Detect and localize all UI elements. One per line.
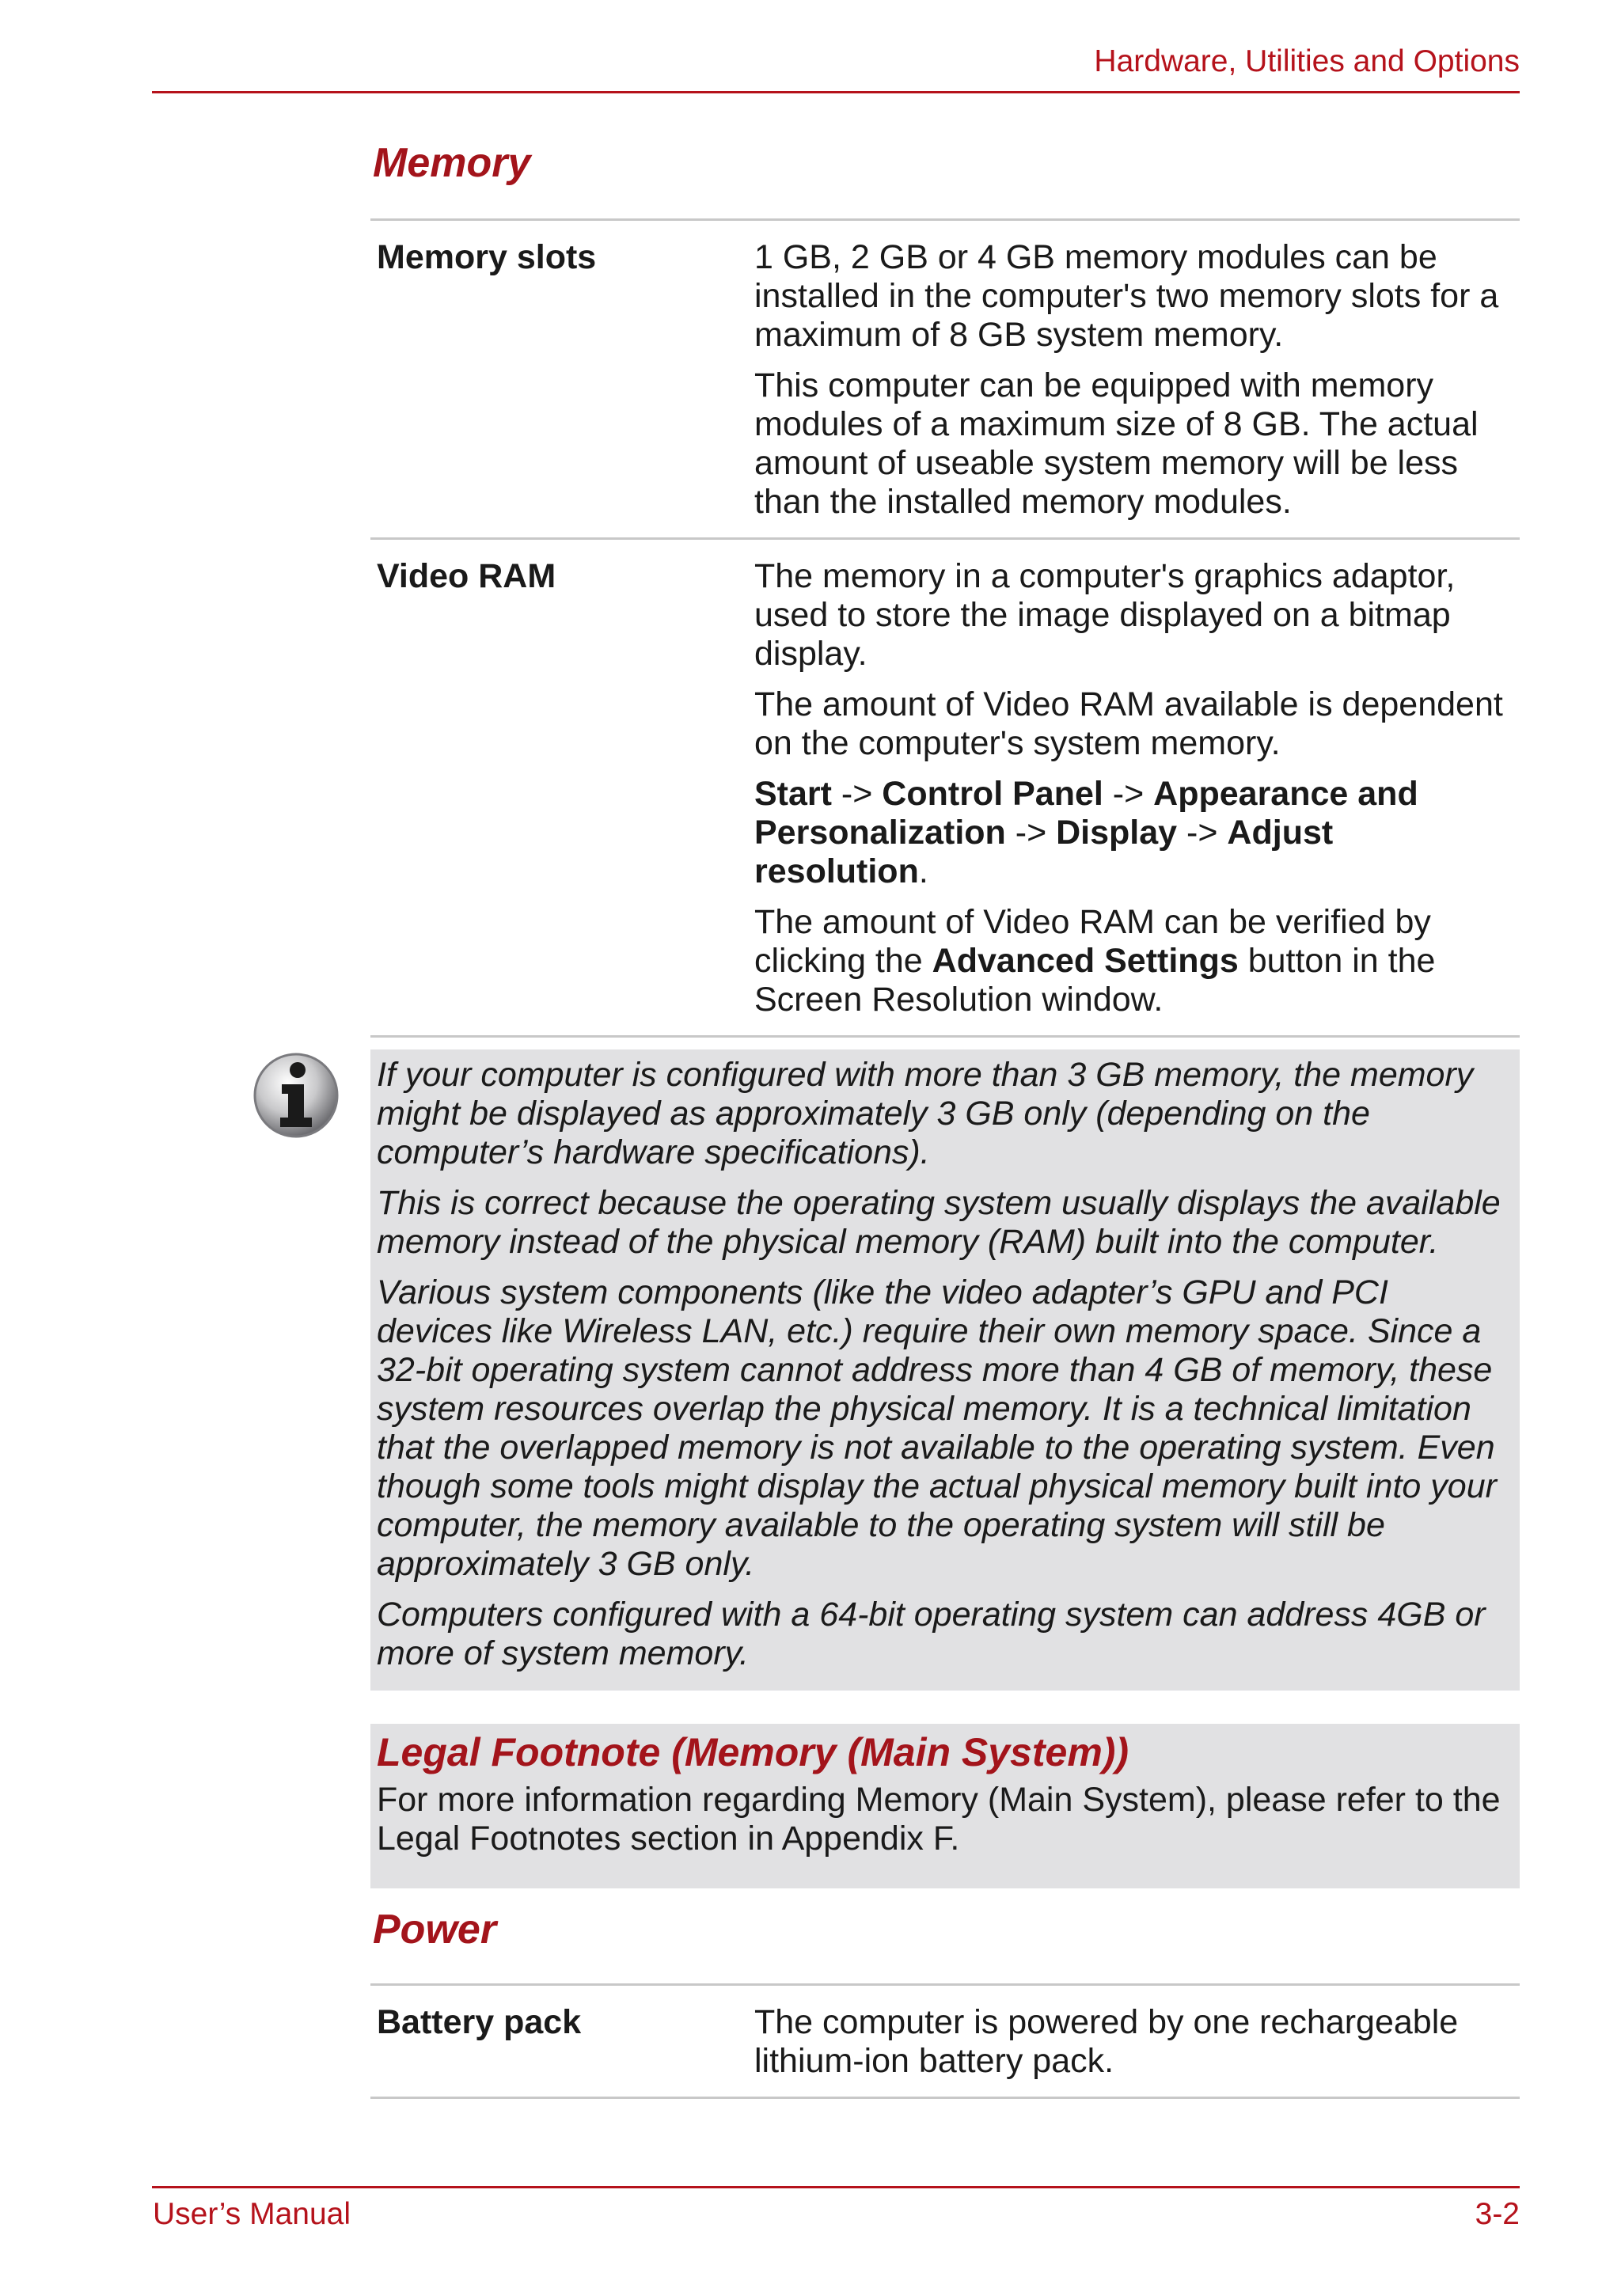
path-separator: -> xyxy=(1005,814,1057,852)
path-adjust-resolution: Adjust resolution xyxy=(754,814,1334,890)
note-box xyxy=(370,1049,1520,1691)
footer-page-number: 3-2 xyxy=(1475,2197,1520,2231)
spec-paragraph: The memory in a computer's graphics adaptor, used to store the image displayed on a bitmap display. xyxy=(754,557,1456,673)
verify-text: button in the Screen Resolution window. xyxy=(754,942,1436,1019)
footer-manual-name: User’s Manual xyxy=(153,2197,351,2231)
legal-footnote-title: Legal Footnote (Memory (Main System)) xyxy=(377,1730,1129,1774)
path-control-panel: Control Panel xyxy=(882,775,1103,813)
advanced-settings-label: Advanced Settings xyxy=(932,942,1239,980)
memory-spec-table xyxy=(370,218,1520,1038)
legal-footnote-box xyxy=(370,1724,1520,1888)
spec-description xyxy=(754,238,1520,522)
info-icon xyxy=(252,1051,340,1140)
note-paragraph: Various system components (like the video adapter’s GPU and PCI devices like Wireless LAN, etc.) require their own memory space. Since a 32-bit operating system cannot address more than 4 GB of memory, these system resources overlap the physical memory. It is a technical limitation that the overlapped memory is not available to the operating system. Even though some tools might display the actual physical memory built into your computer, the memory available to the operating system will still be approximately 3 GB only. xyxy=(377,1273,1497,1583)
legal-footnote-text: For more information regarding Memory (Main System), please refer to the Legal Footnotes section in Appendix F. xyxy=(377,1781,1501,1858)
spec-description xyxy=(754,2003,1520,2081)
header-rule xyxy=(152,91,1520,93)
spec-paragraph: The computer is powered by one rechargeable lithium-ion battery pack. xyxy=(754,2003,1459,2080)
section-title-memory: Memory xyxy=(373,140,531,186)
settings-path xyxy=(754,775,1504,891)
path-appearance: Appearance and Personalization xyxy=(754,775,1418,852)
path-separator: -> xyxy=(1103,775,1154,813)
spec-label: Battery pack xyxy=(377,2003,582,2041)
spec-description xyxy=(754,557,1520,1019)
spec-paragraph: This computer can be equipped with memory modules of a maximum size of 8 GB. The actual amount of useable system memory will be less than the installed memory modules. xyxy=(754,366,1479,521)
spec-paragraph: 1 GB, 2 GB or 4 GB memory modules can be installed in the computer's two memory slots for a maximum of 8 GB system memory. xyxy=(754,238,1499,354)
path-display: Display xyxy=(1056,814,1178,852)
spec-label: Video RAM xyxy=(377,557,556,595)
verify-paragraph xyxy=(754,903,1504,1019)
spec-label: Memory slots xyxy=(377,238,597,276)
path-separator: -> xyxy=(831,775,883,813)
running-header: Hardware, Utilities and Options xyxy=(1094,44,1520,78)
spec-paragraph: The amount of Video RAM available is dependent on the computer's system memory. xyxy=(754,685,1503,762)
spec-row-memory-slots xyxy=(370,218,1520,537)
spec-row-video-ram xyxy=(370,537,1520,1038)
verify-text: The amount of Video RAM can be verified by clicking the xyxy=(754,903,1431,980)
note-paragraph: This is correct because the operating system usually displays the available memory instead of the physical memory (RAM) built into the computer. xyxy=(377,1184,1501,1261)
path-start: Start xyxy=(754,775,832,813)
spec-row-battery-pack xyxy=(370,1983,1520,2099)
power-spec-table xyxy=(370,1983,1520,2099)
section-title-power: Power xyxy=(373,1907,497,1953)
footer-rule xyxy=(152,2186,1520,2188)
path-separator: -> xyxy=(1177,814,1228,852)
note-paragraph: If your computer is configured with more than 3 GB memory, the memory might be displayed as approximately 3 GB only (depending on the computer’s hardware specifications). xyxy=(377,1056,1474,1171)
path-end: . xyxy=(918,852,928,890)
note-paragraph: Computers configured with a 64-bit operating system can address 4GB or more of system memory. xyxy=(377,1596,1486,1672)
